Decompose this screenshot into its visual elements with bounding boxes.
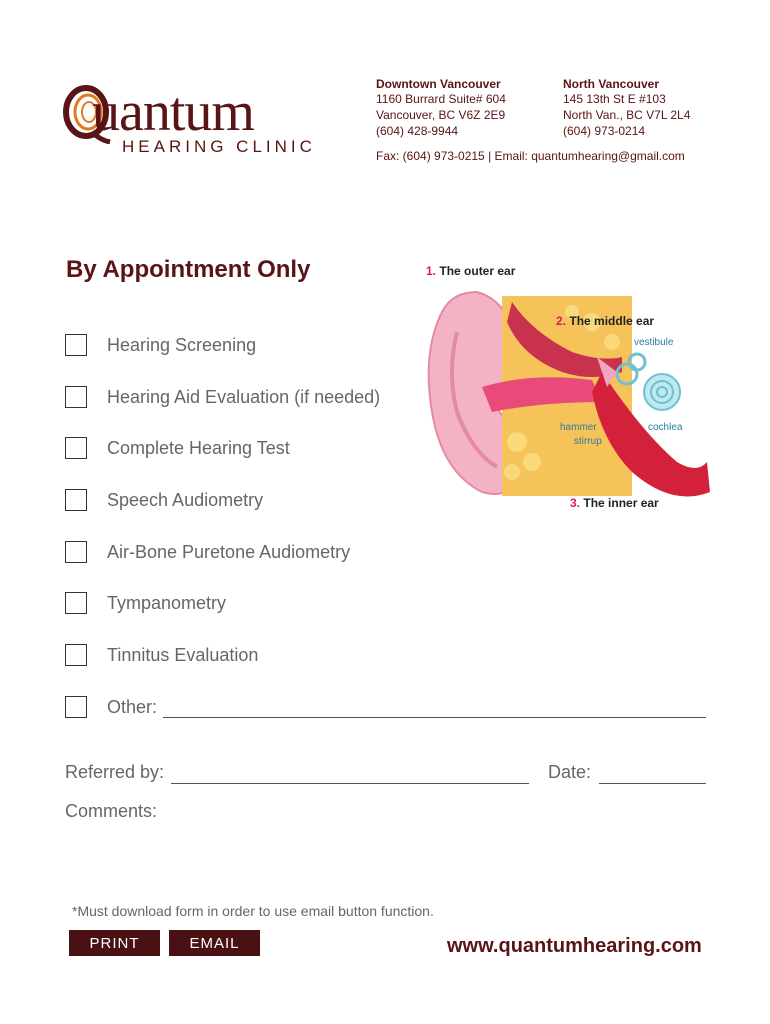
checkbox[interactable]	[65, 696, 87, 718]
ear-label-inner	[570, 496, 659, 510]
other-input-line[interactable]	[163, 717, 706, 718]
ear-label-outer	[426, 264, 515, 278]
checkbox-label: Complete Hearing Test	[107, 438, 290, 458]
location-name: Downtown Vancouver	[376, 77, 501, 91]
ear-label-number: 1.	[426, 264, 437, 278]
location-phone: (604) 428-9944	[376, 124, 459, 138]
checkbox[interactable]	[65, 592, 87, 614]
location-line: Vancouver, BC V6Z 2E9	[376, 108, 506, 122]
location-downtown	[376, 77, 506, 139]
fax-email-line: Fax: (604) 973-0215 | Email: quantumhearing@gmail.com	[376, 149, 685, 163]
checkbox-label: Other:	[107, 697, 158, 717]
checkbox-label: Speech Audiometry	[107, 490, 264, 510]
checkbox[interactable]	[65, 386, 87, 408]
referred-by-label: Referred by:	[65, 762, 165, 782]
checkbox-label: Tinnitus Evaluation	[107, 645, 259, 665]
referred-by-input[interactable]	[171, 783, 529, 784]
ear-anatomy-illustration	[422, 262, 712, 512]
ear-label-text: The middle ear	[569, 314, 655, 328]
checkbox[interactable]	[65, 644, 87, 666]
checkbox-label: Hearing Aid Evaluation (if needed)	[107, 387, 381, 407]
logo-wordmark: uantum	[92, 81, 254, 143]
checkbox[interactable]	[65, 334, 87, 356]
location-line: North Van., BC V7L 2L4	[563, 108, 691, 122]
ear-label-vestibule: vestibule	[634, 337, 674, 348]
ear-diagram-icon	[422, 262, 712, 512]
date-input[interactable]	[599, 783, 706, 784]
ear-label-text: The outer ear	[439, 264, 516, 278]
location-name: North Vancouver	[563, 77, 660, 91]
ear-label-stirrup: stirrup	[574, 436, 602, 447]
checkbox[interactable]	[65, 489, 87, 511]
location-line: 145 13th St E #103	[563, 92, 666, 106]
clinic-logo	[62, 80, 322, 160]
download-note: *Must download form in order to use email button function.	[72, 903, 434, 919]
checkbox[interactable]	[65, 437, 87, 459]
location-phone: (604) 973-0214	[563, 124, 646, 138]
ear-label-text: The inner ear	[583, 496, 659, 510]
website-link[interactable]: www.quantumhearing.com	[447, 935, 702, 957]
location-north	[563, 77, 690, 139]
comments-label: Comments:	[65, 801, 158, 821]
print-button[interactable]: PRINT	[69, 930, 160, 956]
page-title: By Appointment Only	[66, 256, 311, 283]
checkbox-label: Air-Bone Puretone Audiometry	[107, 542, 351, 562]
email-button[interactable]: EMAIL	[169, 930, 260, 956]
ear-label-cochlea: cochlea	[648, 422, 683, 433]
checkbox-label: Hearing Screening	[107, 335, 257, 355]
ear-label-number: 2.	[556, 314, 567, 328]
location-line: 1160 Burrard Suite# 604	[376, 92, 506, 106]
ear-label-hammer: hammer	[560, 422, 597, 433]
date-label: Date:	[548, 762, 592, 782]
checkbox-label: Tympanometry	[107, 593, 227, 613]
ear-label-middle	[556, 314, 654, 328]
ear-label-number: 3.	[570, 496, 581, 510]
logo-subtitle: HEARING CLINIC	[122, 137, 316, 156]
comments-input[interactable]	[65, 826, 705, 896]
checkbox[interactable]	[65, 541, 87, 563]
